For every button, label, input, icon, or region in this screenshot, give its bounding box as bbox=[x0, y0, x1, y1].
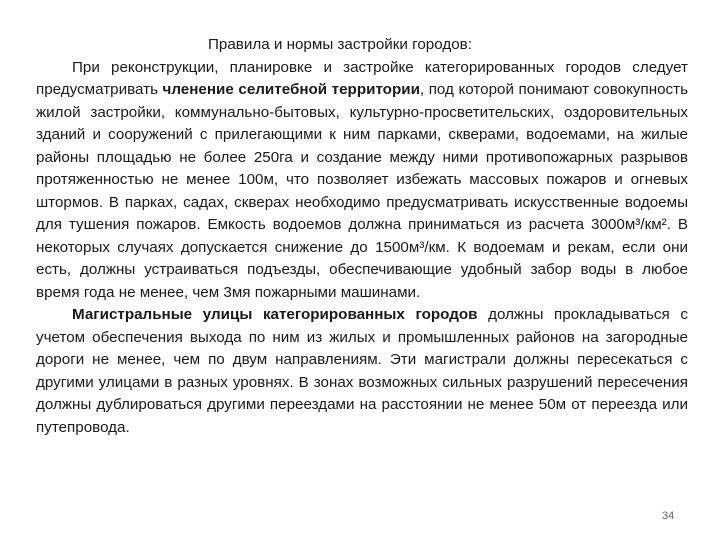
text-block bbox=[36, 34, 688, 439]
paragraph-body: должны прокладываться с учетом обеспечения выхода по ним из жилых и промышленных районов на загородные дороги не менее, чем по двум направлениям. Эти магистрали должны пересекаться с другими улицами в разных уровнях. В зонах возможных сильных разрушений пересечения должны дублироваться другими переездами на расстоянии не менее 50м от переезда или путепровода. bbox=[36, 306, 688, 436]
page-title: Правила и нормы застройки городов: bbox=[208, 36, 472, 53]
paragraph-body: , под которой понимают совокупность жилой застройки, коммунально-бытовых, культурно-просветительских, оздоровительных зданий и сооружений с прилегающими к ним парками, скверами, водоемами, на жилые районы площадью не более 250га и создание между ними противопожарных разрывов протяженностью не менее 100м, что позволяет избежать массовых пожаров и огневых штормов. В парках, садах, скверах необходимо предусматривать искусственные водоемы для тушения пожаров. Емкость водоемов должна приниматься из расчета 3000м³/км². В некоторых случаях допускается снижение до 1500м³/км. К водоемам и рекам, если они есть, должны устраиваться подъезды, обеспечивающие удобный забор воды в любое время года не менее, чем 3мя пожарными машинами. bbox=[36, 81, 689, 301]
paragraph-intro: При реконструкции, планировке и застройке категорированных городов следует предусматривать bbox=[36, 58, 688, 98]
paragraph-main-streets bbox=[36, 304, 688, 439]
emphasis-main-streets: Магистральные улицы категорированных городов bbox=[72, 306, 478, 323]
emphasis-residential-division: членение селитебной территории bbox=[162, 81, 420, 98]
paragraph-city-zoning bbox=[36, 57, 688, 305]
page-number: 34 bbox=[662, 510, 675, 522]
